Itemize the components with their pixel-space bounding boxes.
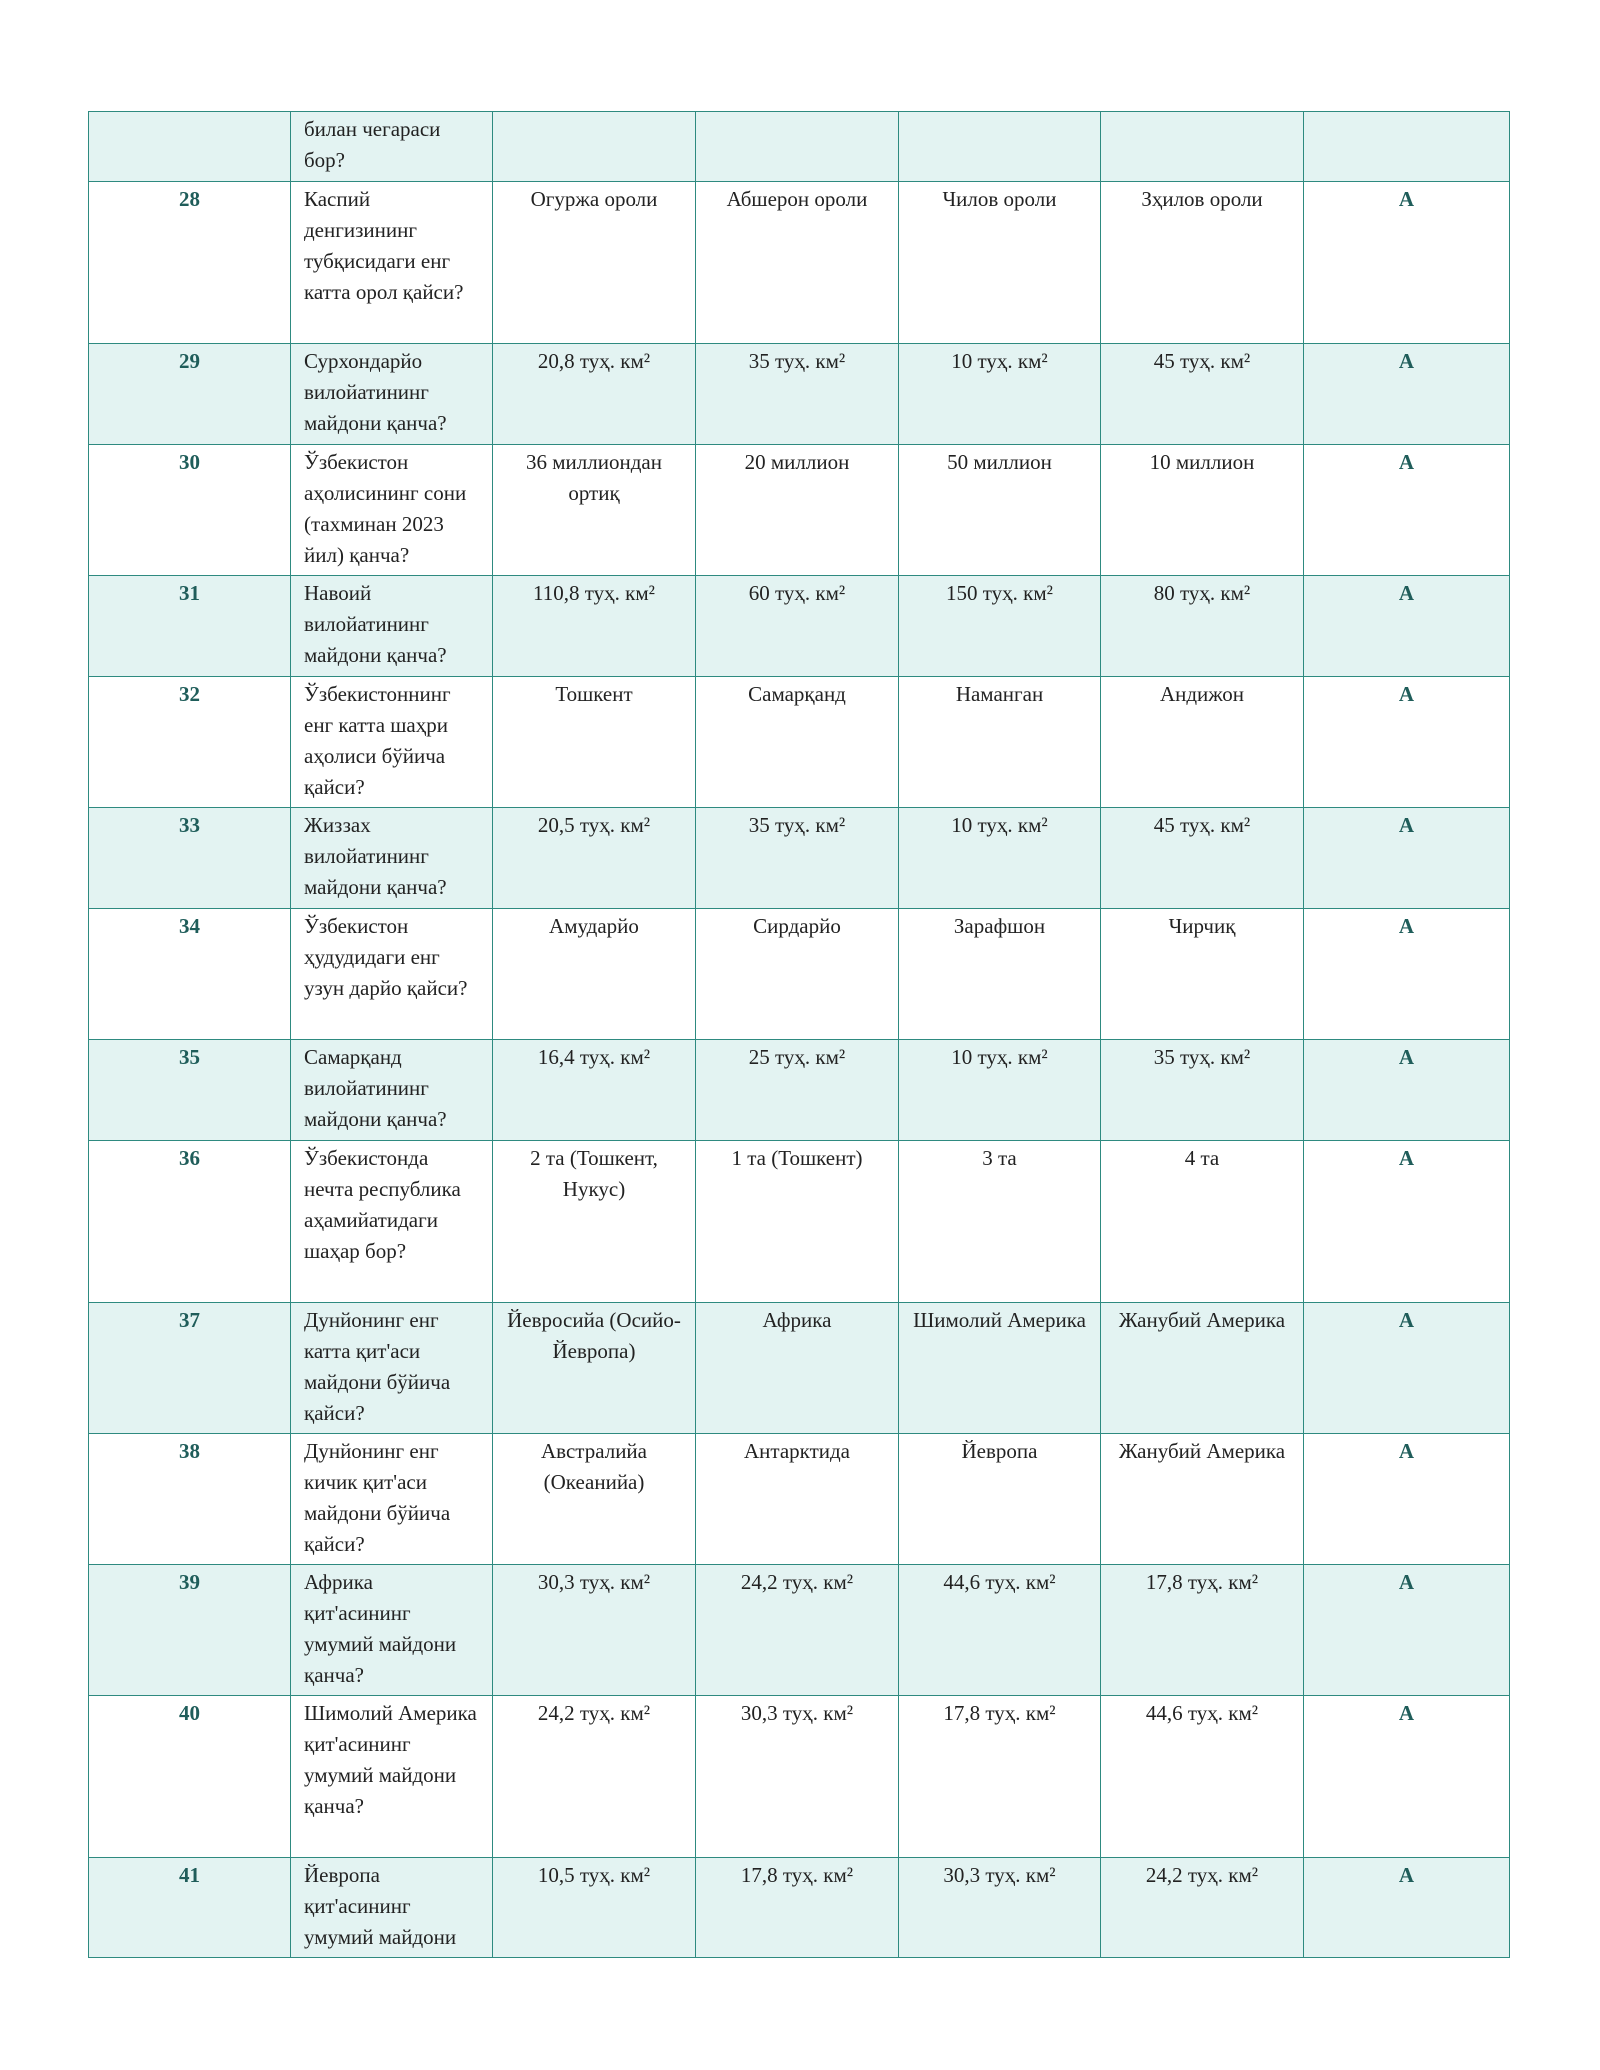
option-b: Антарктида: [696, 1434, 899, 1565]
table-row: [89, 1303, 1510, 1434]
question-text: Каспий денгизининг тубқисидаги енг катта орол қайси?: [291, 182, 493, 344]
question-text: Дунйонинг енг катта қит'аси майдони бўйича қайси?: [291, 1303, 493, 1434]
option-b: 24,2 туҳ. км²: [696, 1565, 899, 1696]
correct-answer: А: [1304, 445, 1510, 576]
option-a: Австралийа (Океанийа): [493, 1434, 696, 1565]
correct-answer: А: [1304, 182, 1510, 344]
question-text: Навоий вилойатининг майдони қанча?: [291, 576, 493, 677]
option-c: Йевропа: [899, 1434, 1101, 1565]
question-number: 40: [89, 1696, 291, 1858]
option-a: [493, 112, 696, 182]
option-d: Чирчиқ: [1101, 909, 1304, 1040]
option-c: 50 миллион: [899, 445, 1101, 576]
option-b: Абшерон ороли: [696, 182, 899, 344]
correct-answer: А: [1304, 1565, 1510, 1696]
option-b: 25 туҳ. км²: [696, 1040, 899, 1141]
question-text: Ўзбекистон ҳудудидаги енг узун дарйо қайси?: [291, 909, 493, 1040]
table-row: [89, 576, 1510, 677]
correct-answer: [1304, 112, 1510, 182]
option-d: Андижон: [1101, 677, 1304, 808]
question-text: Самарқанд вилойатининг майдони қанча?: [291, 1040, 493, 1141]
table-row: [89, 909, 1510, 1040]
question-text: Сурхондарйо вилойатининг майдони қанча?: [291, 344, 493, 445]
question-text: Дунйонинг енг кичик қит'аси майдони бўйича қайси?: [291, 1434, 493, 1565]
question-number: 36: [89, 1141, 291, 1303]
question-text: Жиззах вилойатининг майдони қанча?: [291, 808, 493, 909]
option-a: 30,3 туҳ. км²: [493, 1565, 696, 1696]
table-row: [89, 1858, 1510, 1958]
question-number: 35: [89, 1040, 291, 1141]
option-a: Тошкент: [493, 677, 696, 808]
option-d: Жанубий Америка: [1101, 1434, 1304, 1565]
correct-answer: А: [1304, 576, 1510, 677]
question-number: 34: [89, 909, 291, 1040]
option-c: 44,6 туҳ. км²: [899, 1565, 1101, 1696]
question-number: 28: [89, 182, 291, 344]
question-text: Африка қит'асининг умумий майдони қанча?: [291, 1565, 493, 1696]
option-c: [899, 112, 1101, 182]
option-a: 16,4 туҳ. км²: [493, 1040, 696, 1141]
table-row: [89, 112, 1510, 182]
table-row: [89, 182, 1510, 344]
option-d: 24,2 туҳ. км²: [1101, 1858, 1304, 1958]
option-d: Жанубий Америка: [1101, 1303, 1304, 1434]
option-b: Сирдарйо: [696, 909, 899, 1040]
option-d: 80 туҳ. км²: [1101, 576, 1304, 677]
question-number: 31: [89, 576, 291, 677]
correct-answer: А: [1304, 1040, 1510, 1141]
correct-answer: А: [1304, 1141, 1510, 1303]
table-row: [89, 1565, 1510, 1696]
option-b: 17,8 туҳ. км²: [696, 1858, 899, 1958]
option-a: 24,2 туҳ. км²: [493, 1696, 696, 1858]
option-d: 45 туҳ. км²: [1101, 808, 1304, 909]
question-number: 29: [89, 344, 291, 445]
table-row: [89, 1040, 1510, 1141]
question-number: 30: [89, 445, 291, 576]
option-b: 30,3 туҳ. км²: [696, 1696, 899, 1858]
option-b: [696, 112, 899, 182]
option-c: 30,3 туҳ. км²: [899, 1858, 1101, 1958]
question-text: Ўзбекистон аҳолисининг сони (тахминан 2023 йил) қанча?: [291, 445, 493, 576]
option-a: Амударйо: [493, 909, 696, 1040]
correct-answer: А: [1304, 1858, 1510, 1958]
question-number: 39: [89, 1565, 291, 1696]
question-number: [89, 112, 291, 182]
option-b: 1 та (Тошкент): [696, 1141, 899, 1303]
option-c: Наманган: [899, 677, 1101, 808]
option-d: 10 миллион: [1101, 445, 1304, 576]
option-d: Зҳилов ороли: [1101, 182, 1304, 344]
option-c: 10 туҳ. км²: [899, 808, 1101, 909]
option-c: Зарафшон: [899, 909, 1101, 1040]
correct-answer: А: [1304, 808, 1510, 909]
question-text: Йевропа қит'асининг умумий майдони: [291, 1858, 493, 1958]
correct-answer: А: [1304, 344, 1510, 445]
option-a: 20,8 туҳ. км²: [493, 344, 696, 445]
option-b: 35 туҳ. км²: [696, 808, 899, 909]
option-c: 150 туҳ. км²: [899, 576, 1101, 677]
option-a: Огуржа ороли: [493, 182, 696, 344]
option-c: 10 туҳ. км²: [899, 344, 1101, 445]
option-c: Шимолий Америка: [899, 1303, 1101, 1434]
option-c: Чилов ороли: [899, 182, 1101, 344]
table-row: [89, 445, 1510, 576]
option-a: 36 миллиондан ортиқ: [493, 445, 696, 576]
question-number: 33: [89, 808, 291, 909]
correct-answer: А: [1304, 1434, 1510, 1565]
option-d: 35 туҳ. км²: [1101, 1040, 1304, 1141]
table-row: [89, 1434, 1510, 1565]
option-d: [1101, 112, 1304, 182]
option-d: 4 та: [1101, 1141, 1304, 1303]
table-row: [89, 808, 1510, 909]
option-a: 110,8 туҳ. км²: [493, 576, 696, 677]
option-c: 17,8 туҳ. км²: [899, 1696, 1101, 1858]
table-row: [89, 344, 1510, 445]
option-a: Йевросийа (Осийо-Йевропа): [493, 1303, 696, 1434]
quiz-table-body: [89, 112, 1510, 1958]
correct-answer: А: [1304, 909, 1510, 1040]
question-number: 38: [89, 1434, 291, 1565]
table-row: [89, 1141, 1510, 1303]
question-text: Ўзбекистоннинг енг катта шаҳри аҳолиси бўйича қайси?: [291, 677, 493, 808]
question-text: билан чегараси бор?: [291, 112, 493, 182]
question-number: 41: [89, 1858, 291, 1958]
option-a: 20,5 туҳ. км²: [493, 808, 696, 909]
table-row: [89, 677, 1510, 808]
quiz-table: [88, 111, 1510, 1958]
question-number: 32: [89, 677, 291, 808]
option-c: 10 туҳ. км²: [899, 1040, 1101, 1141]
option-b: 60 туҳ. км²: [696, 576, 899, 677]
option-b: Африка: [696, 1303, 899, 1434]
option-d: 45 туҳ. км²: [1101, 344, 1304, 445]
question-text: Ўзбекистонда нечта республика аҳамийатидаги шаҳар бор?: [291, 1141, 493, 1303]
correct-answer: А: [1304, 1303, 1510, 1434]
option-b: 20 миллион: [696, 445, 899, 576]
question-number: 37: [89, 1303, 291, 1434]
table-row: [89, 1696, 1510, 1858]
option-b: Самарқанд: [696, 677, 899, 808]
option-d: 17,8 туҳ. км²: [1101, 1565, 1304, 1696]
option-d: 44,6 туҳ. км²: [1101, 1696, 1304, 1858]
option-c: 3 та: [899, 1141, 1101, 1303]
correct-answer: А: [1304, 1696, 1510, 1858]
option-a: 2 та (Тошкент, Нукус): [493, 1141, 696, 1303]
question-text: Шимолий Америка қит'асининг умумий майдони қанча?: [291, 1696, 493, 1858]
correct-answer: А: [1304, 677, 1510, 808]
option-b: 35 туҳ. км²: [696, 344, 899, 445]
option-a: 10,5 туҳ. км²: [493, 1858, 696, 1958]
